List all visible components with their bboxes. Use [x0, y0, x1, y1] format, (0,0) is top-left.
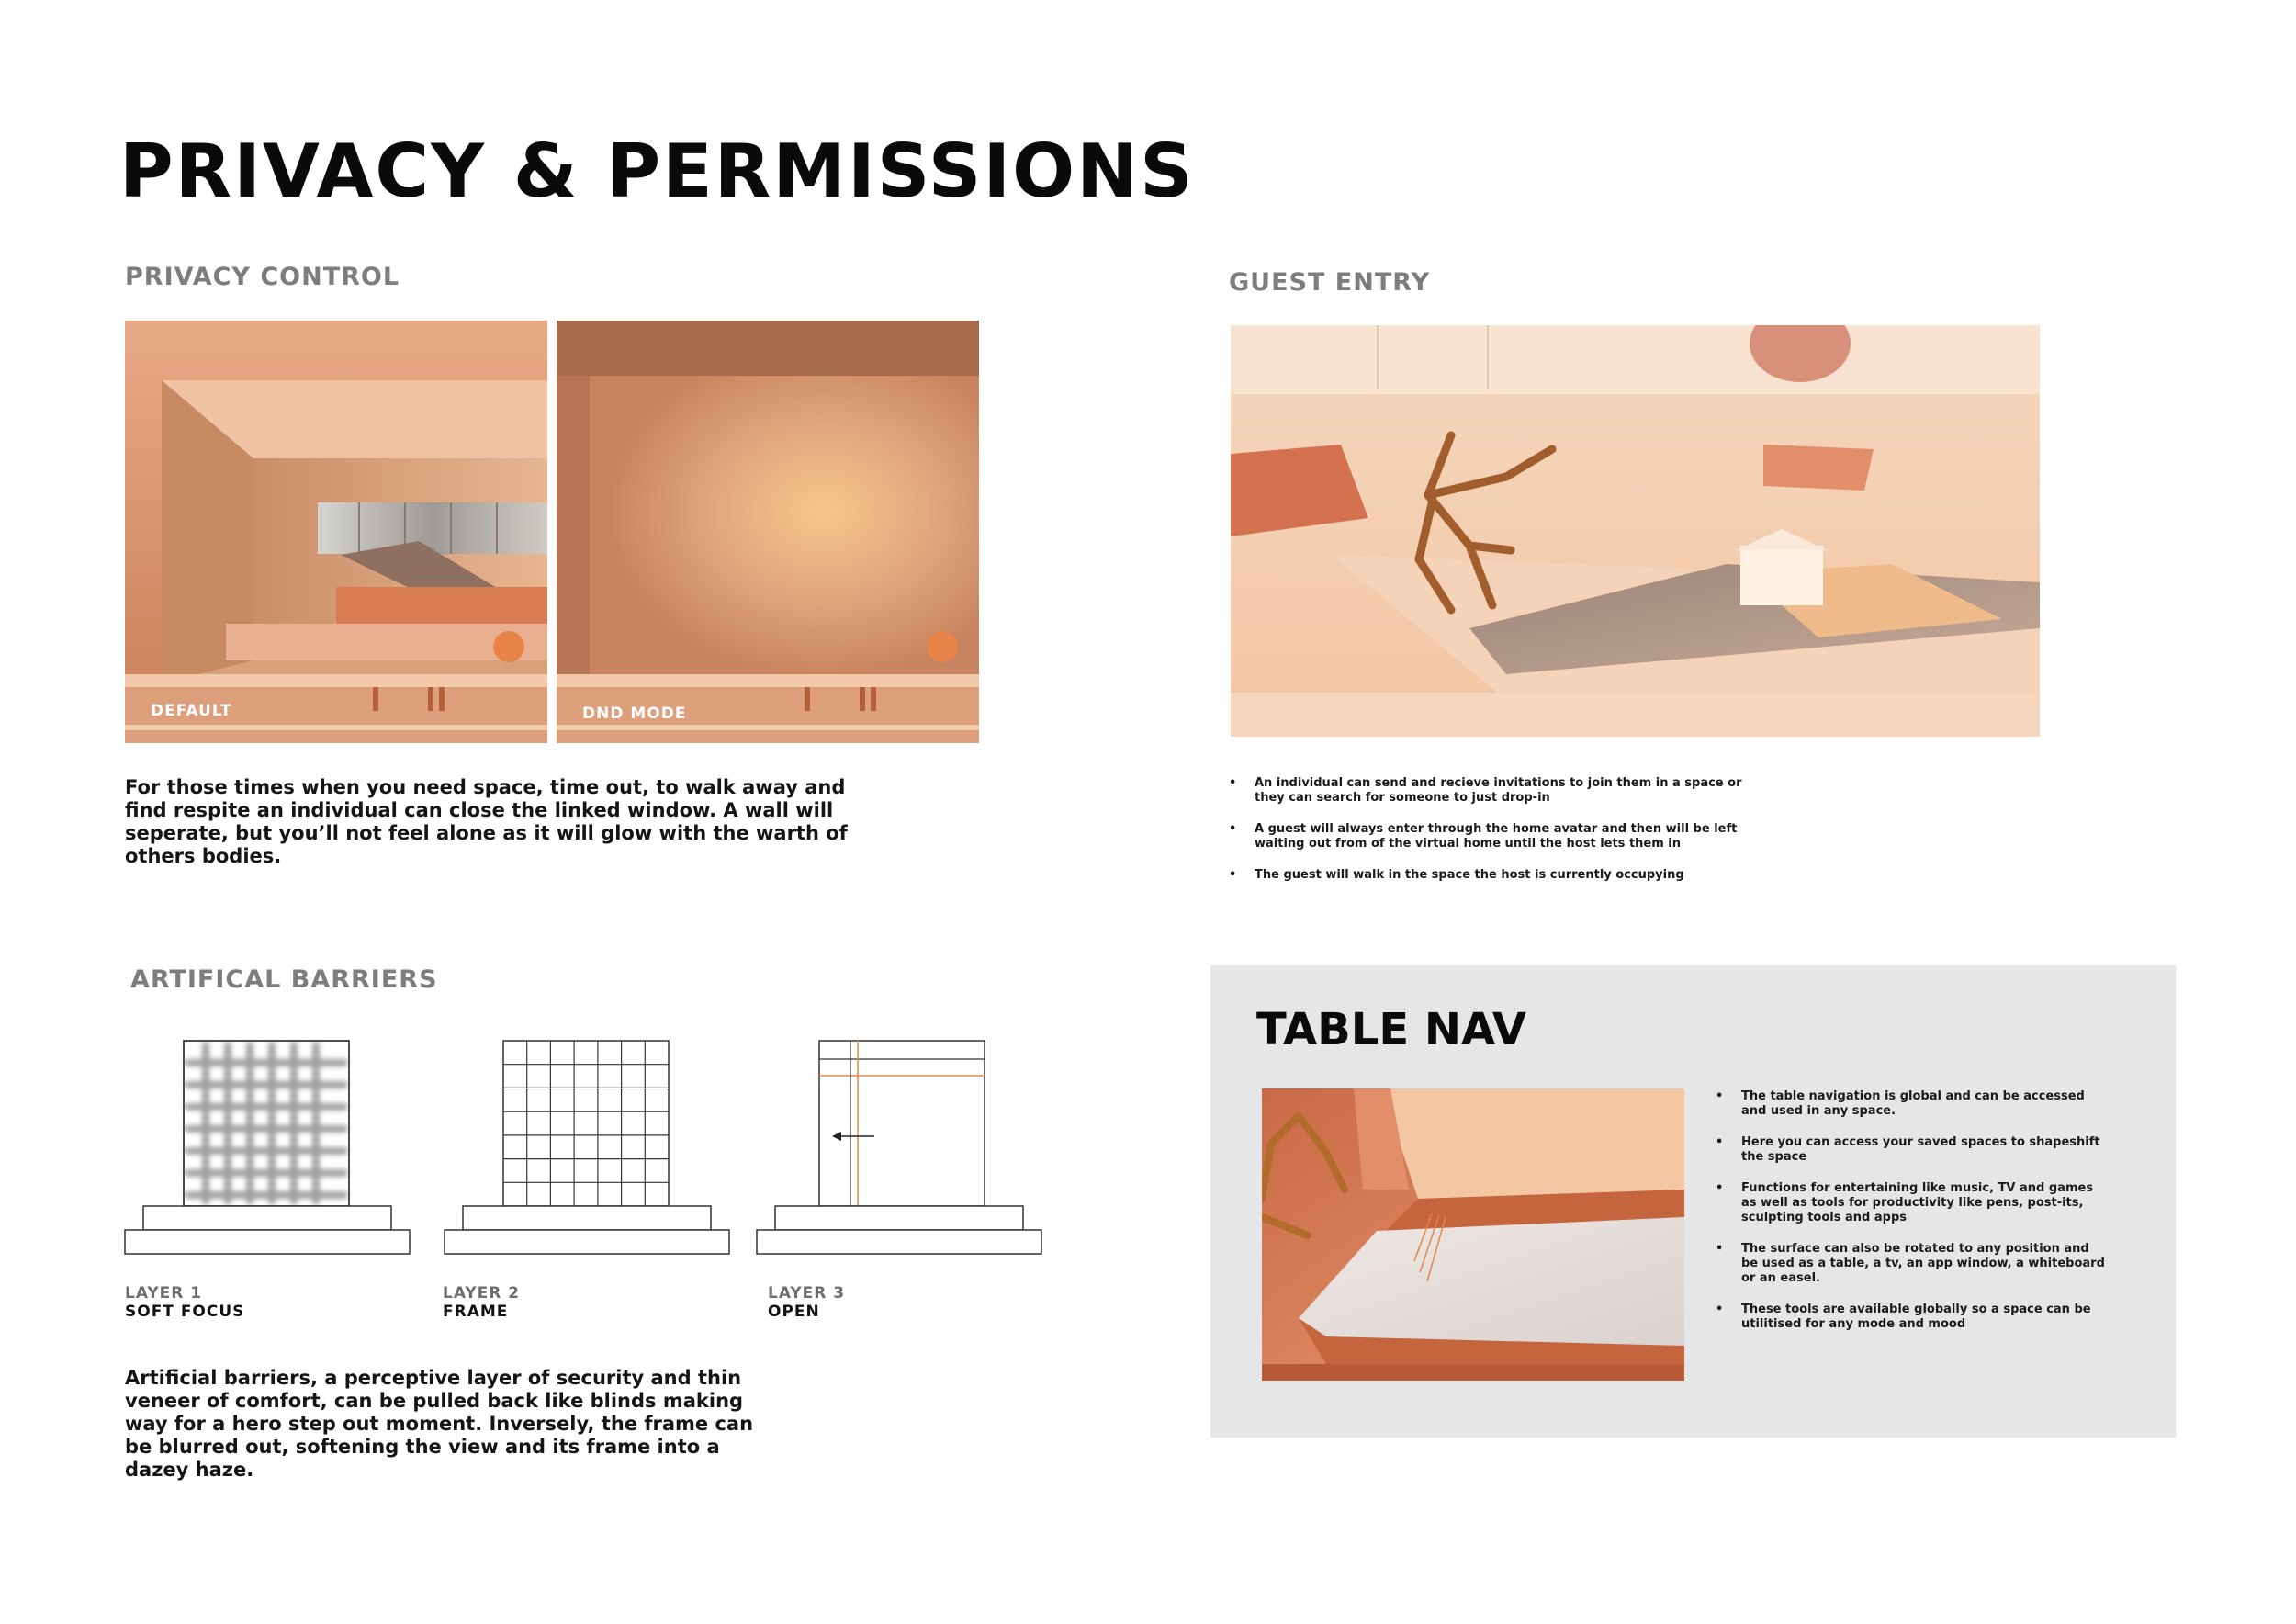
table-nav-bullet: • The table navigation is global and can be accessed and used in any space. — [1716, 1089, 2109, 1119]
layer3-name: OPEN — [768, 1303, 820, 1321]
default-room-image — [125, 321, 547, 743]
dnd-image-caption: DND MODE — [582, 705, 687, 723]
layer3-open-diagram — [755, 1039, 1043, 1256]
layer2-frame-diagram — [443, 1039, 731, 1256]
layer1-soft-focus-diagram — [123, 1039, 411, 1256]
guest-entry-image — [1231, 325, 2040, 737]
layer1-label — [125, 1284, 244, 1321]
table-nav-bullet: • The surface can also be rotated to any position and be used as a table, a tv, an app window, a whiteboard or an easel. — [1716, 1242, 2109, 1286]
guest-entry-bullet: • The guest will walk in the space the host is currently occupying — [1229, 868, 1769, 883]
guest-entry-bullet: • An individual can send and recieve invitations to join them in a space or they can search for someone to just drop-in — [1229, 776, 1769, 806]
guest-entry-heading: GUEST ENTRY — [1229, 268, 1431, 297]
layer3-label — [768, 1284, 845, 1321]
dnd-mode-image — [557, 321, 979, 743]
layer1-name: SOFT FOCUS — [125, 1303, 245, 1321]
privacy-control-heading: PRIVACY CONTROL — [125, 263, 400, 291]
default-image-caption: DEFAULT — [151, 702, 232, 720]
table-nav-bullet: • Here you can access your saved spaces to shapeshift the space — [1716, 1135, 2109, 1165]
artificial-barriers-heading: ARTIFICAL BARRIERS — [130, 965, 438, 994]
guest-entry-bullet: • A guest will always enter through the home avatar and then will be left waiting out from of the virtual home until the host lets them in — [1229, 822, 1769, 851]
table-nav-panel — [1210, 965, 2176, 1438]
layer2-name: FRAME — [443, 1303, 509, 1321]
page-title: PRIVACY & PERMISSIONS — [119, 129, 1195, 214]
layer2-label — [443, 1284, 520, 1321]
layer3-number: LAYER 3 — [768, 1284, 846, 1303]
table-nav-bullet: • Functions for entertaining like music, TV and games as well as tools for productivity like pens, post-its, sculpting tools and apps — [1716, 1181, 2109, 1225]
table-nav-bullet: • These tools are available globally so a space can be utilitised for any mode and mood — [1716, 1303, 2109, 1332]
layer2-number: LAYER 2 — [443, 1284, 521, 1303]
privacy-control-description: For those times when you need space, time out, to walk away and find respite an individual can close the linked window. A wall will seperate, but you’ll not feel alone as it will glow with the warth of others bodies. — [125, 776, 848, 867]
table-nav-image — [1262, 1088, 1684, 1381]
table-nav-list — [1716, 1089, 2109, 1348]
guest-entry-list — [1229, 776, 1769, 899]
table-nav-title: TABLE NAV — [1256, 1004, 1527, 1055]
artificial-barriers-description: Artificial barriers, a perceptive layer of security and thin veneer of comfort, can be pulled back like blinds making way for a hero step out moment. Inversely, the frame can be blurred out, softening the view and its frame into a dazey haze. — [125, 1367, 754, 1481]
layer1-number: LAYER 1 — [125, 1284, 203, 1303]
